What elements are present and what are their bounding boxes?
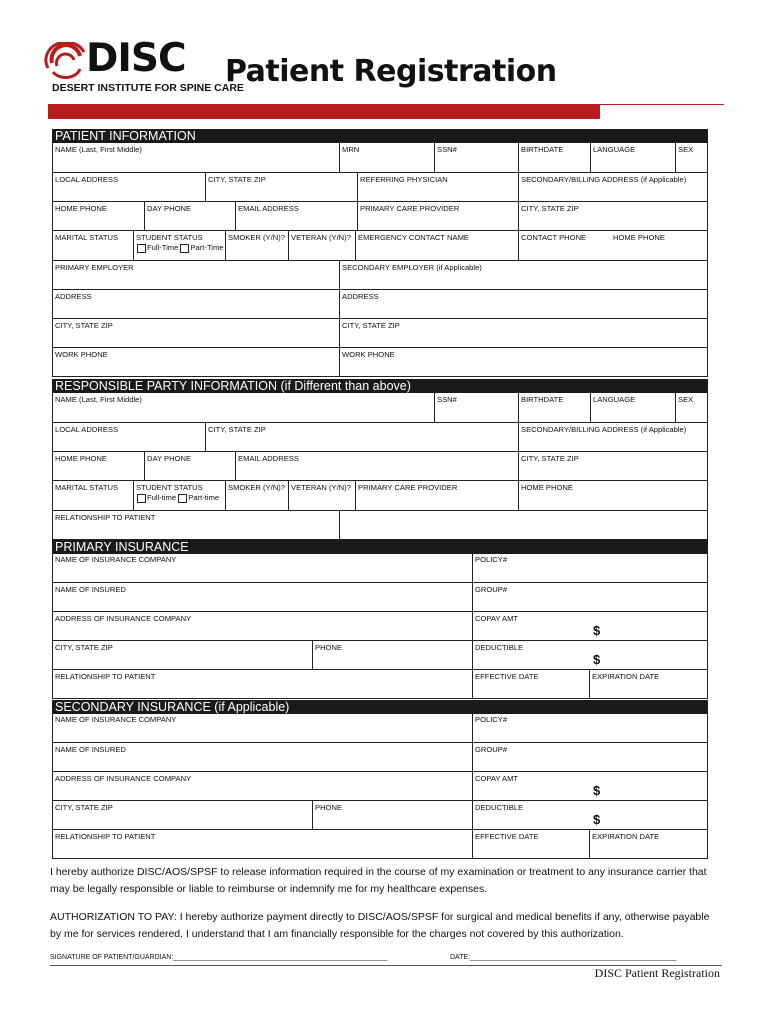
patient-sex-field[interactable]: SEX <box>675 143 709 172</box>
logo-subtitle: DESERT INSTITUTE FOR SPINE CARE <box>52 82 244 94</box>
patient-city-state-zip-field[interactable]: CITY, STATE ZIP <box>205 173 357 201</box>
primary-employer-city-field[interactable]: CITY, STATE ZIP <box>55 321 113 330</box>
primary-effective-date-field[interactable]: EFFECTIVE DATE <box>472 670 589 698</box>
primary-copay-field[interactable] <box>472 612 709 640</box>
secondary-billing-address-field[interactable]: SECONDARY/BILLING ADDRESS (if Applicable) <box>518 173 709 201</box>
disc-logo <box>44 36 244 98</box>
primary-insurance-grid <box>52 553 708 699</box>
primary-company-address-field[interactable]: ADDRESS OF INSURANCE COMPANY <box>55 614 192 623</box>
responsible-home-phone-field[interactable]: HOME PHONE <box>55 454 107 463</box>
secondary-company-address-field[interactable]: ADDRESS OF INSURANCE COMPANY <box>55 774 192 783</box>
patient-local-address-field[interactable]: LOCAL ADDRESS <box>55 175 119 184</box>
patient-row-3 <box>53 201 707 230</box>
responsible-email-field[interactable]: EMAIL ADDRESS <box>235 452 518 480</box>
secondary-expiration-date-field[interactable]: EXPIRATION DATE <box>589 830 709 858</box>
responsible-row-5 <box>53 510 707 539</box>
primary-employer-address-field[interactable]: ADDRESS <box>55 292 92 301</box>
contact-home-phone-label: HOME PHONE <box>613 233 665 242</box>
billing-city-state-zip-field[interactable]: CITY, STATE ZIP <box>518 202 709 230</box>
primary-care-provider-field[interactable]: PRIMARY CARE PROVIDER <box>357 202 518 230</box>
secondary-row-2 <box>53 742 707 771</box>
patient-mrn-field[interactable]: MRN <box>339 143 434 172</box>
logo-wordmark: DISC <box>86 36 186 81</box>
secondary-deductible-label: DEDUCTIBLE <box>475 803 524 812</box>
primary-expiration-date-field[interactable]: EXPIRATION DATE <box>589 670 709 698</box>
secondary-company-name-field[interactable]: NAME OF INSURANCE COMPANY <box>55 715 177 724</box>
responsible-smoker-field[interactable]: SMOKER (Y/N)? <box>225 481 288 510</box>
responsible-fulltime-label: Full-time <box>147 493 177 502</box>
responsible-student-status-label: STUDENT STATUS <box>136 483 203 492</box>
patient-email-field[interactable]: EMAIL ADDRESS <box>235 202 357 230</box>
responsible-local-address-field[interactable]: LOCAL ADDRESS <box>55 425 119 434</box>
secondary-insured-name-field[interactable]: NAME OF INSURED <box>55 745 126 754</box>
patient-language-field[interactable]: LANGUAGE <box>590 143 675 172</box>
responsible-day-phone-field[interactable]: DAY PHONE <box>144 452 235 480</box>
responsible-student-status-field[interactable] <box>133 481 225 510</box>
responsible-student-status-options <box>137 493 219 503</box>
responsible-relationship-field[interactable]: RELATIONSHIP TO PATIENT <box>55 513 156 522</box>
responsible-row-4 <box>53 480 707 510</box>
secondary-employer-address-field[interactable]: ADDRESS <box>339 290 709 318</box>
release-authorization-text: I hereby authorize DISC/AOS/SPSF to release information required in the course of my examination or treatment to any insurance carrier that may be legally responsible or liable to reimburse or indemnify me for my healthcare expenses. <box>50 866 707 895</box>
contact-phone-label: CONTACT PHONE <box>521 233 587 242</box>
parttime-checkbox[interactable] <box>180 244 189 253</box>
patient-name-field[interactable]: NAME (Last, First Middle) <box>55 145 142 154</box>
patient-row-6 <box>53 289 707 318</box>
primary-company-name-field[interactable]: NAME OF INSURANCE COMPANY <box>55 555 177 564</box>
fulltime-label: Full-Time <box>147 243 179 252</box>
primary-row-5 <box>53 669 707 698</box>
patient-row-1 <box>53 143 707 172</box>
patient-row-2 <box>53 172 707 201</box>
primary-relationship-field[interactable]: RELATIONSHIP TO PATIENT <box>55 672 156 681</box>
payment-authorization-text: AUTHORIZATION TO PAY: I hereby authorize payment directly to DISC/AOS/SPSF for surgical and medical benefits if any, otherwise payable by me for services rendered. I understand that I am financially responsible for the charges not covered by this authorization. <box>50 911 710 940</box>
primary-insurance-header: PRIMARY INSURANCE <box>52 540 708 554</box>
secondary-deductible-dollar: $ <box>593 812 601 827</box>
primary-policy-field[interactable]: POLICY# <box>472 553 709 582</box>
disc-swirl-icon <box>44 42 88 84</box>
page-title: Patient Registration <box>225 54 557 89</box>
primary-row-4 <box>53 640 707 669</box>
responsible-party-grid <box>52 393 708 540</box>
primary-employer-field[interactable]: PRIMARY EMPLOYER <box>55 263 134 272</box>
signature-line[interactable] <box>50 954 677 961</box>
responsible-billing-city-field[interactable]: CITY, STATE ZIP <box>518 452 709 480</box>
responsible-row-3 <box>53 451 707 480</box>
primary-copay-label: COPAY AMT <box>475 614 519 623</box>
header-red-bar <box>48 104 600 119</box>
secondary-employer-field[interactable]: SECONDARY EMPLOYER (if Applicable) <box>339 261 709 289</box>
patient-home-phone-field[interactable]: HOME PHONE <box>55 204 107 213</box>
secondary-deductible-field[interactable] <box>472 801 709 829</box>
secondary-phone-field[interactable]: PHONE <box>312 801 472 829</box>
responsible-city-state-zip-field[interactable]: CITY, STATE ZIP <box>205 423 518 451</box>
primary-group-field[interactable]: GROUP# <box>472 583 709 611</box>
primary-row-1 <box>53 553 707 582</box>
secondary-row-3 <box>53 771 707 800</box>
primary-deductible-label: DEDUCTIBLE <box>475 643 524 652</box>
parttime-label: Part-Time <box>190 243 224 252</box>
responsible-veteran-field[interactable]: VETERAN (Y/N)? <box>288 481 355 510</box>
secondary-policy-field[interactable]: POLICY# <box>472 713 709 742</box>
fulltime-checkbox[interactable] <box>137 244 146 253</box>
primary-deductible-dollar: $ <box>593 652 601 667</box>
primary-insured-name-field[interactable]: NAME OF INSURED <box>55 585 126 594</box>
secondary-row-4 <box>53 800 707 829</box>
primary-row-3 <box>53 611 707 640</box>
patient-section-header: PATIENT INFORMATION <box>52 129 708 143</box>
patient-birthdate-field[interactable]: BIRTHDATE <box>518 143 590 172</box>
responsible-parttime-checkbox[interactable] <box>178 494 187 503</box>
primary-city-state-zip-field[interactable]: CITY, STATE ZIP <box>55 643 113 652</box>
date-line[interactable]: DATE:_____________________________________________________ <box>450 954 677 961</box>
secondary-relationship-field[interactable]: RELATIONSHIP TO PATIENT <box>55 832 156 841</box>
patient-row-5 <box>53 260 707 289</box>
secondary-copay-label: COPAY AMT <box>475 774 519 783</box>
responsible-billing-address-field[interactable]: SECONDARY/BILLING ADDRESS (if Applicable) <box>518 423 709 451</box>
secondary-insurance-grid <box>52 713 708 859</box>
responsible-relationship-blank-field[interactable] <box>339 511 709 539</box>
header-red-line <box>600 104 724 105</box>
secondary-effective-date-field[interactable]: EFFECTIVE DATE <box>472 830 589 858</box>
patient-day-phone-field[interactable]: DAY PHONE <box>144 202 235 230</box>
patient-student-status-field[interactable] <box>133 231 225 260</box>
primary-row-2 <box>53 582 707 611</box>
responsible-name-field[interactable]: NAME (Last, First Middle) <box>55 395 142 404</box>
secondary-row-1 <box>53 713 707 742</box>
patient-info-grid <box>52 143 708 377</box>
responsible-row-1 <box>53 393 707 422</box>
patient-row-8 <box>53 347 707 376</box>
responsible-birthdate-field[interactable]: BIRTHDATE <box>518 393 590 422</box>
emergency-contact-phone-field[interactable] <box>518 231 709 260</box>
secondary-group-field[interactable]: GROUP# <box>472 743 709 771</box>
footer-title: DISC Patient Registration <box>594 966 720 980</box>
responsible-marital-status-field[interactable]: MARITAL STATUS <box>55 483 119 492</box>
patient-veteran-field[interactable]: VETERAN (Y/N)? <box>288 231 355 260</box>
responsible-ssn-field[interactable]: SSN# <box>434 393 518 422</box>
responsible-contact-home-phone-field[interactable]: HOME PHONE <box>518 481 709 510</box>
signature-label: SIGNATURE OF PATIENT/GUARDIAN:_______________________________________________________ <box>50 954 388 961</box>
responsible-primary-care-field[interactable]: PRIMARY CARE PROVIDER <box>355 481 518 510</box>
emergency-contact-name-field[interactable]: EMERGENCY CONTACT NAME <box>355 231 518 260</box>
referring-physician-field[interactable]: REFERRING PHYSICIAN <box>357 173 518 201</box>
secondary-copay-dollar: $ <box>593 783 601 798</box>
primary-deductible-field[interactable] <box>472 641 709 669</box>
responsible-section-header: RESPONSIBLE PARTY INFORMATION (if Different than above) <box>52 379 708 393</box>
responsible-sex-field[interactable]: SEX <box>675 393 709 422</box>
patient-ssn-field[interactable]: SSN# <box>434 143 518 172</box>
secondary-employer-work-phone-field[interactable]: WORK PHONE <box>339 348 709 376</box>
secondary-copay-field[interactable] <box>472 772 709 800</box>
secondary-insurance-header: SECONDARY INSURANCE (if Applicable) <box>52 700 708 714</box>
primary-copay-dollar: $ <box>593 623 601 638</box>
responsible-fulltime-checkbox[interactable] <box>137 494 146 503</box>
responsible-row-2 <box>53 422 707 451</box>
secondary-city-state-zip-field[interactable]: CITY, STATE ZIP <box>55 803 113 812</box>
patient-row-4 <box>53 230 707 260</box>
patient-marital-status-field[interactable]: MARITAL STATUS <box>55 233 119 242</box>
primary-employer-work-phone-field[interactable]: WORK PHONE <box>55 350 108 359</box>
student-status-options <box>137 243 224 253</box>
secondary-row-5 <box>53 829 707 858</box>
primary-phone-field[interactable]: PHONE <box>312 641 472 669</box>
responsible-parttime-label: Part-time <box>188 493 220 502</box>
student-status-label: STUDENT STATUS <box>136 233 203 242</box>
patient-row-7 <box>53 318 707 347</box>
secondary-employer-city-field[interactable]: CITY, STATE ZIP <box>339 319 709 347</box>
responsible-language-field[interactable]: LANGUAGE <box>590 393 675 422</box>
patient-smoker-field[interactable]: SMOKER (Y/N)? <box>225 231 288 260</box>
